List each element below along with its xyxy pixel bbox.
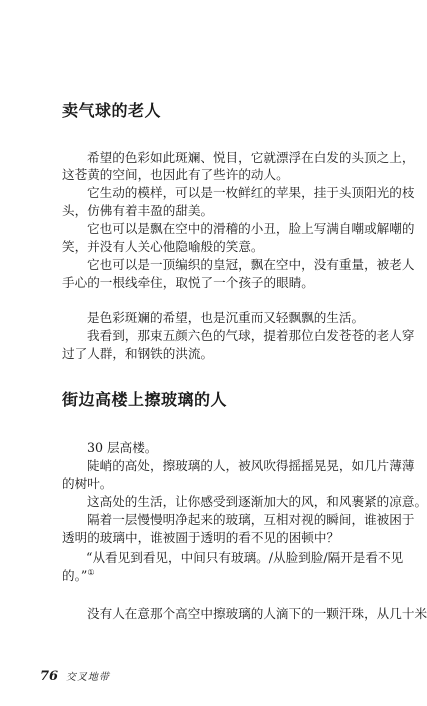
page-number: 76 (40, 669, 59, 684)
paragraph-line: 是色彩斑斓的希望，也是沉重而又轻飘飘的生活。 (87, 310, 365, 325)
paragraph-line: 的树叶。 (62, 476, 113, 491)
paragraph-line: 它也可以是一顶编织的皇冠，飘在空中，没有重量，被老人 (87, 257, 415, 272)
paragraph-line: 这高处的生活，让你感受到逐渐加大的风，和风裹紧的凉意。 (87, 494, 427, 509)
section-title-window-cleaner: 街边高楼上擦玻璃的人 (62, 390, 228, 409)
page-footer (40, 668, 110, 684)
paragraph-line: 它也可以是飘在空中的滑稽的小丑，脸上写满自嘲或解嘲的 (87, 221, 415, 236)
section-title-balloon-seller: 卖气球的老人 (62, 101, 162, 120)
paragraph-line: 头，仿佛有着丰盈的甜美。 (62, 203, 214, 218)
paragraph-line: 隔着一层慢慢明净起来的玻璃，互相对视的瞬间，谁被困于 (87, 512, 415, 527)
paragraph-line: 透明的玻璃中，谁被圄于透明的看不见的困顿中？ (62, 530, 340, 545)
paragraph-line: 希望的色彩如此斑斓、悦目，它就漂浮在白发的头顶之上， (87, 150, 415, 165)
paragraph-line: 过了人群，和钢铁的洪流。 (62, 346, 214, 361)
footnote-marker[interactable]: ① (87, 567, 95, 577)
paragraph-line: 它生动的模样，可以是一枚鲜红的苹果，挂于头顶阳光的枝 (87, 185, 415, 200)
paragraph-line: 陡峭的高处，擦玻璃的人，被风吹得摇摇晃晃，如几片薄薄 (87, 458, 415, 473)
quote-line: “从看见到看见，中间只有玻璃。/从脸到脸/隔开是看不见 (86, 550, 404, 565)
paragraph-line: 我看到，那束五颜六色的气球，提着那位白发苍苍的老人穿 (87, 328, 415, 343)
quote-line-text: 的。” (62, 568, 88, 583)
book-title: 交叉地带 (65, 672, 110, 683)
paragraph-line: 30 层高楼。 (87, 440, 158, 455)
paragraph-line: 这苍黄的空间，也因此有了些许的动人。 (62, 167, 289, 182)
paragraph-line: 手心的一根线牵住，取悦了一个孩子的眼睛。 (62, 275, 314, 290)
paragraph-line: 没有人在意那个高空中擦玻璃的人滴下的一颗汗珠，从几十米 (87, 606, 427, 621)
quote-line (62, 568, 95, 584)
paragraph-line: 笑，并没有人关心他隐喻般的笑意。 (62, 239, 264, 254)
